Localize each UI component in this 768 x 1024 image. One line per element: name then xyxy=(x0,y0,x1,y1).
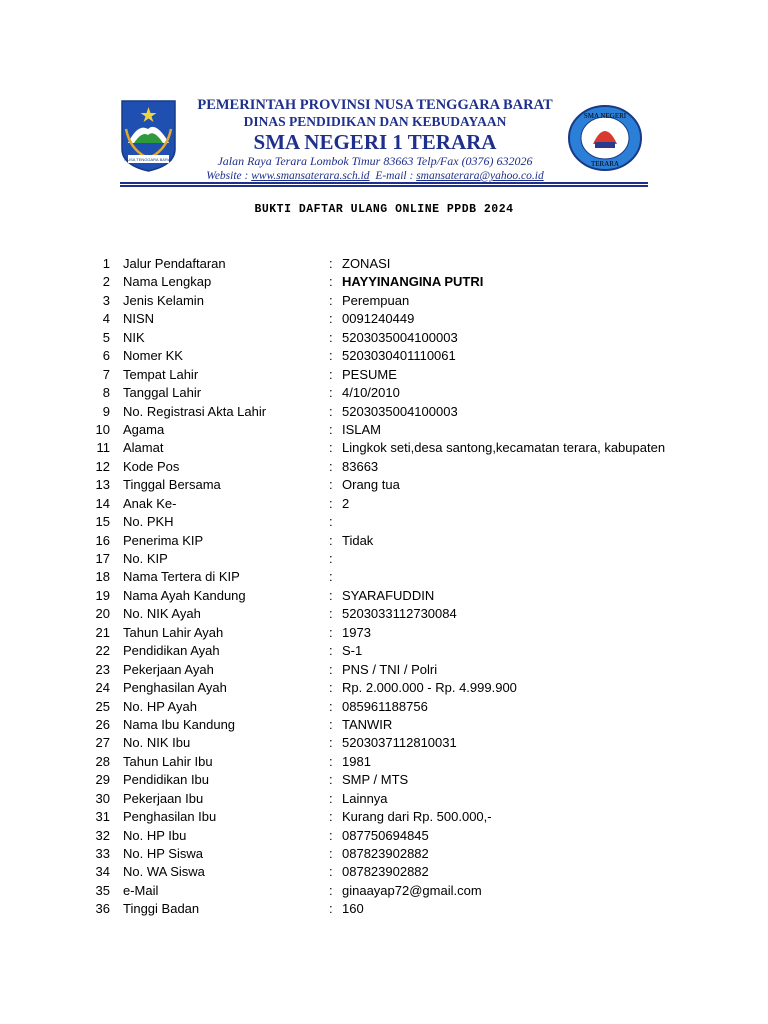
row-colon: : xyxy=(329,753,333,769)
row-label: Nomer KK xyxy=(123,348,183,364)
row-value: Rp. 2.000.000 - Rp. 4.999.900 xyxy=(342,680,517,696)
row-number: 14 xyxy=(95,495,110,511)
website-link[interactable]: www.smansaterara.sch.id xyxy=(251,170,370,182)
row-value: TANWIR xyxy=(342,716,393,732)
row-number: 34 xyxy=(95,864,110,880)
row-value: 5203030401110061 xyxy=(342,348,456,364)
row-number: 5 xyxy=(102,329,110,345)
detail-row xyxy=(0,716,768,734)
row-number: 6 xyxy=(102,348,110,364)
row-value: HAYYINANGINA PUTRI xyxy=(342,274,484,290)
row-number: 2 xyxy=(102,274,110,290)
row-label: Alamat xyxy=(123,440,164,456)
row-label: Nama Ayah Kandung xyxy=(123,587,246,603)
row-value: ZONASI xyxy=(342,256,391,271)
row-colon: : xyxy=(329,569,333,585)
detail-row xyxy=(0,310,768,328)
row-number: 9 xyxy=(102,403,110,419)
row-colon: : xyxy=(329,790,333,806)
school-address: Jalan Raya Terara Lombok Timur 83663 Telp/Fax (0376) 632026 xyxy=(217,154,533,168)
row-colon: : xyxy=(329,698,333,714)
document-title: BUKTI DAFTAR ULANG ONLINE PPDB 2024 xyxy=(254,203,514,216)
row-value: Kurang dari Rp. 500.000,- xyxy=(342,809,492,825)
row-number: 17 xyxy=(95,551,110,566)
row-number: 20 xyxy=(95,606,110,622)
row-label: No. HP Ayah xyxy=(123,698,197,714)
row-colon: : xyxy=(329,551,333,566)
row-label: NISN xyxy=(123,311,155,327)
row-colon: : xyxy=(329,403,333,419)
detail-row xyxy=(0,753,768,771)
detail-row xyxy=(0,384,768,402)
detail-row xyxy=(0,439,768,457)
detail-row xyxy=(0,421,768,439)
detail-row xyxy=(0,845,768,863)
row-colon: : xyxy=(329,643,333,659)
detail-row xyxy=(0,624,768,642)
row-number: 15 xyxy=(95,514,110,530)
row-number: 10 xyxy=(95,421,110,437)
row-value: 085961188756 xyxy=(342,698,428,714)
row-number: 21 xyxy=(95,624,110,640)
header-rule-bottom xyxy=(120,185,648,187)
row-label: Tahun Lahir Ayah xyxy=(123,624,224,640)
row-colon: : xyxy=(329,348,333,364)
detail-row xyxy=(0,476,768,494)
detail-row xyxy=(0,587,768,605)
detail-row xyxy=(0,642,768,660)
row-label: Nama Lengkap xyxy=(123,274,212,290)
detail-row xyxy=(0,347,768,365)
row-colon: : xyxy=(329,366,333,382)
row-colon: : xyxy=(329,385,333,401)
row-number: 36 xyxy=(95,901,110,917)
logo-right-text-top: SMA NEGERI xyxy=(583,112,627,120)
row-value: 1981 xyxy=(342,753,371,769)
row-number: 22 xyxy=(95,643,110,659)
row-number: 35 xyxy=(95,882,110,898)
row-label: No. HP Siswa xyxy=(123,846,203,861)
row-label: Tahun Lahir Ibu xyxy=(123,753,213,769)
row-colon: : xyxy=(329,256,333,271)
website-label: Website : xyxy=(206,170,252,182)
row-label: Tinggi Badan xyxy=(123,901,200,917)
row-number: 13 xyxy=(95,477,110,493)
row-number: 3 xyxy=(102,292,110,308)
logo-right-text-bottom: TERARA xyxy=(591,160,619,168)
row-number: 31 xyxy=(95,809,110,825)
detail-row xyxy=(0,679,768,697)
row-value: SMP / MTS xyxy=(342,772,409,788)
row-value: 087750694845 xyxy=(342,827,429,843)
detail-row xyxy=(0,403,768,421)
row-number: 18 xyxy=(95,569,110,585)
row-value: 5203033112730084 xyxy=(342,606,457,622)
row-colon: : xyxy=(329,587,333,603)
department-name: DINAS PENDIDIKAN DAN KEBUDAYAAN xyxy=(243,114,507,129)
row-value: 087823902882 xyxy=(342,864,429,880)
detail-row xyxy=(0,292,768,310)
row-value: PNS / TNI / Polri xyxy=(342,661,438,677)
row-label: Pendidikan Ayah xyxy=(123,643,220,659)
email-label: E-mail : xyxy=(369,170,417,182)
row-number: 11 xyxy=(96,440,110,456)
row-value: Perempuan xyxy=(342,292,410,308)
row-number: 4 xyxy=(102,311,110,327)
row-number: 23 xyxy=(95,661,110,677)
header-rule-top xyxy=(120,182,648,184)
row-colon: : xyxy=(329,532,333,548)
row-value: 5203037112810031 xyxy=(342,735,457,751)
row-value: 5203035004100003 xyxy=(342,329,458,345)
row-colon: : xyxy=(329,606,333,622)
row-label: No. Registrasi Akta Lahir xyxy=(123,403,267,419)
row-number: 27 xyxy=(95,735,110,751)
row-value: 83663 xyxy=(342,458,379,474)
row-number: 26 xyxy=(95,716,110,732)
row-colon: : xyxy=(329,311,333,327)
row-label: Tempat Lahir xyxy=(123,366,199,382)
row-value: 160 xyxy=(342,901,364,917)
row-label: No. KIP xyxy=(123,551,168,566)
detail-row xyxy=(0,273,768,291)
row-number: 33 xyxy=(95,846,110,861)
row-colon: : xyxy=(329,274,333,290)
detail-row xyxy=(0,734,768,752)
row-label: Anak Ke- xyxy=(123,495,177,511)
row-label: Agama xyxy=(123,421,165,437)
row-number: 25 xyxy=(95,698,110,714)
row-number: 24 xyxy=(95,680,110,696)
row-value: Tidak xyxy=(342,532,374,548)
detail-row xyxy=(0,255,768,273)
row-label: Pekerjaan Ayah xyxy=(123,661,214,677)
row-label: Penghasilan Ibu xyxy=(123,809,217,825)
row-number: 12 xyxy=(95,458,110,474)
row-colon: : xyxy=(329,735,333,751)
row-label: Nama Tertera di KIP xyxy=(123,569,240,585)
detail-row xyxy=(0,513,768,531)
row-value: Lainnya xyxy=(342,790,388,806)
row-colon: : xyxy=(329,680,333,696)
row-number: 16 xyxy=(95,532,110,548)
row-number: 30 xyxy=(95,790,110,806)
row-label: Pekerjaan Ibu xyxy=(123,790,204,806)
row-label: NIK xyxy=(123,329,145,345)
row-label: Jalur Pendaftaran xyxy=(123,256,226,271)
row-value: 2 xyxy=(342,495,350,511)
row-colon: : xyxy=(329,864,333,880)
detail-row xyxy=(0,900,768,918)
row-label: Tanggal Lahir xyxy=(123,385,202,401)
detail-row xyxy=(0,550,768,568)
school-name: SMA NEGERI 1 TERARA xyxy=(253,130,497,154)
row-number: 29 xyxy=(95,772,110,788)
row-label: Kode Pos xyxy=(123,458,180,474)
row-label: Jenis Kelamin xyxy=(123,292,204,308)
row-label: No. NIK Ibu xyxy=(123,735,191,751)
detail-row xyxy=(0,605,768,623)
row-number: 7 xyxy=(102,366,110,382)
contact-line xyxy=(190,169,560,183)
detail-row xyxy=(0,698,768,716)
detail-row xyxy=(0,863,768,881)
ntb-emblem-logo xyxy=(120,99,177,173)
row-label: Nama Ibu Kandung xyxy=(123,716,236,732)
row-label: e-Mail xyxy=(123,882,159,898)
row-colon: : xyxy=(329,846,333,861)
row-value: Lingkok seti,desa santong,kecamatan terara, kabupaten xyxy=(342,440,666,456)
row-colon: : xyxy=(329,661,333,677)
row-value: Orang tua xyxy=(342,477,400,493)
row-colon: : xyxy=(329,716,333,732)
detail-row xyxy=(0,568,768,586)
detail-row xyxy=(0,532,768,550)
detail-row xyxy=(0,495,768,513)
school-seal-logo xyxy=(567,104,643,172)
row-value: 1973 xyxy=(342,624,371,640)
row-colon: : xyxy=(329,514,333,530)
detail-row xyxy=(0,329,768,347)
row-label: Penghasilan Ayah xyxy=(123,680,227,696)
logo-left-text: NUSA TENGGARA BARAT xyxy=(124,157,173,162)
row-number: 19 xyxy=(95,587,110,603)
row-colon: : xyxy=(329,329,333,345)
row-value: S-1 xyxy=(342,643,363,659)
row-colon: : xyxy=(329,772,333,788)
row-colon: : xyxy=(329,440,333,456)
row-colon: : xyxy=(329,882,333,898)
detail-row xyxy=(0,661,768,679)
row-label: No. PKH xyxy=(123,514,174,530)
government-name: PEMERINTAH PROVINSI NUSA TENGGARA BARAT xyxy=(197,97,553,113)
row-value: 087823902882 xyxy=(342,846,429,861)
detail-row xyxy=(0,827,768,845)
row-colon: : xyxy=(329,458,333,474)
row-colon: : xyxy=(329,901,333,917)
row-label: No. WA Siswa xyxy=(123,864,205,880)
email-link[interactable]: smansaterara@yahoo.co.id xyxy=(416,170,544,182)
row-colon: : xyxy=(329,827,333,843)
row-label: No. HP Ibu xyxy=(123,827,187,843)
row-value: SYARAFUDDIN xyxy=(342,587,435,603)
row-colon: : xyxy=(329,292,333,308)
detail-row xyxy=(0,771,768,789)
row-number: 1 xyxy=(102,256,110,271)
row-value: 0091240449 xyxy=(342,311,415,327)
row-value: ginaayap72@gmail.com xyxy=(342,882,482,898)
row-number: 28 xyxy=(95,753,110,769)
row-value: 5203035004100003 xyxy=(342,403,458,419)
row-label: No. NIK Ayah xyxy=(123,606,201,622)
detail-row xyxy=(0,458,768,476)
row-label: Penerima KIP xyxy=(123,532,204,548)
row-label: Pendidikan Ibu xyxy=(123,772,210,788)
row-value: 4/10/2010 xyxy=(342,385,400,401)
row-colon: : xyxy=(329,477,333,493)
detail-row xyxy=(0,366,768,384)
row-value: ISLAM xyxy=(342,421,382,437)
detail-row xyxy=(0,790,768,808)
row-colon: : xyxy=(329,421,333,437)
row-number: 8 xyxy=(102,385,110,401)
detail-row xyxy=(0,808,768,826)
letterhead xyxy=(190,97,560,183)
row-colon: : xyxy=(329,624,333,640)
detail-row xyxy=(0,882,768,900)
row-colon: : xyxy=(329,495,333,511)
row-number: 32 xyxy=(95,827,110,843)
registration-details xyxy=(0,255,768,919)
row-value: PESUME xyxy=(342,366,397,382)
row-colon: : xyxy=(329,809,333,825)
row-label: Tinggal Bersama xyxy=(123,477,221,493)
